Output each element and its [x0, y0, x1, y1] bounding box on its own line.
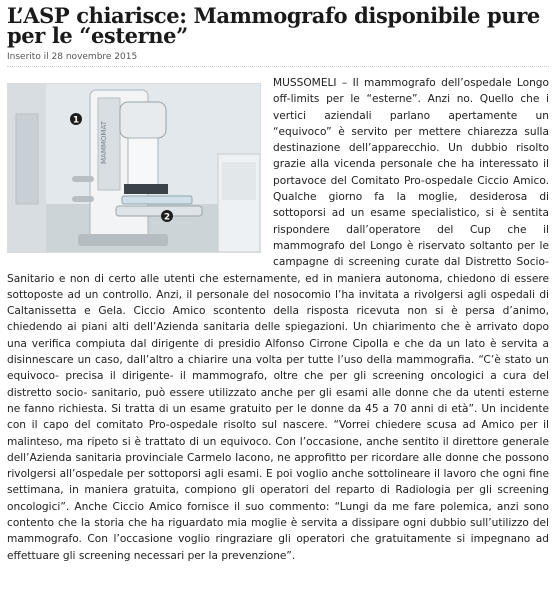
label-marker-1-text: 1	[72, 115, 80, 126]
svg-text:MAMMOMAT: MAMMOMAT	[100, 121, 108, 164]
article-title: L’ASP chiarisce: Mammografo disponibile pure per le “esterne”	[7, 3, 540, 48]
mammograph-illustration	[8, 84, 260, 252]
article-body: MUSSOMELI – Il mammografo dell’ospedale Longo off-limits per le “esterne”. Anzi no. Quello che i vertici aziendali parlano apertamente un “equivoco” è servito per mettere chiarezza sulla destinazione dell’apparecchio. Un dubbio risolto grazie alla vicenda personale che ha interessato il portavoce del Comitato Pro-ospedale Ciccio Amico. Qualche giorno fa la moglie, desiderosa di sottoporsi ad un esame specialistico, si è sentita rispondere dall’operatore del Cup che il mammografo del Longo è riservato soltanto per le campagne di screening curate dal Distretto Socio- Sanitario e non di certo alle utenti che esternamente, ed in maniera autonoma, chiedono di essere sottoposte ad un controllo. Anzi, il personale del nosocomio l’ha invitata a rivolgersi agli ospedali di Caltanissetta e Gela. Ciccio Amico scontento della risposta ricevuta non si è persa d’animo, chiedendo ai piani alti dell’Azienda sanitaria delle spiegazioni. Un chiarimento che è arrivato dopo una verifica compiuta dal dirigente di presidio Alfonso Cirrone Cipolla e che da un lato è servita a disinnescare un caso, dall’altro a chiarire una volta per tutte l’uso della mammografia. “C’è stato un equivoco- precisa il dirigente- il mammografo, oltre che per gli screening oncologici a cura del distretto socio- sanitario, può essere utilizzato anche per gli esami alle donne che da utenti esterne ne fanno richiesta. Si tratta di un esame gratuito per le donne da 45 a 70 anni di età”. Un incidente con il capo del comitato Pro-ospedale risolto sul nascere. “Vorrei chiedere scusa ad Amico per il malinteso, ma ripeto si è trattato di un equivoco. Con l’occasione, anche sentito il direttore generale dell’Azienda sanitaria provinciale Carmelo Iacono, ne approfitto per ricordare alle donne che possono rivolgersi all’ospedale per sottoporsi agli esami. E poi voglio anche sottolineare il lavoro che ogni fine settimana, in maniera gratuita, compiono gli operatori del reparto di Radiologia per gli screening oncologici”. Anche Ciccio Amico fornisce il suo commento: “Lungi da me fare polemica, anzi sono contento che la storia che ha riguardato mia moglie è servita a dissipare ogni dubbio sull’utilizzo del mammografo. Con l’occasione voglio ringraziare gli operatori che gratuitamente si impegnano ad effettuare gli screening necessari per la prevenzione”.	[7, 77, 549, 562]
label-marker-2-text: 2	[163, 212, 171, 223]
article-date: Inserito il 28 novembre 2015	[7, 52, 549, 67]
mammograph-photo	[7, 83, 261, 253]
